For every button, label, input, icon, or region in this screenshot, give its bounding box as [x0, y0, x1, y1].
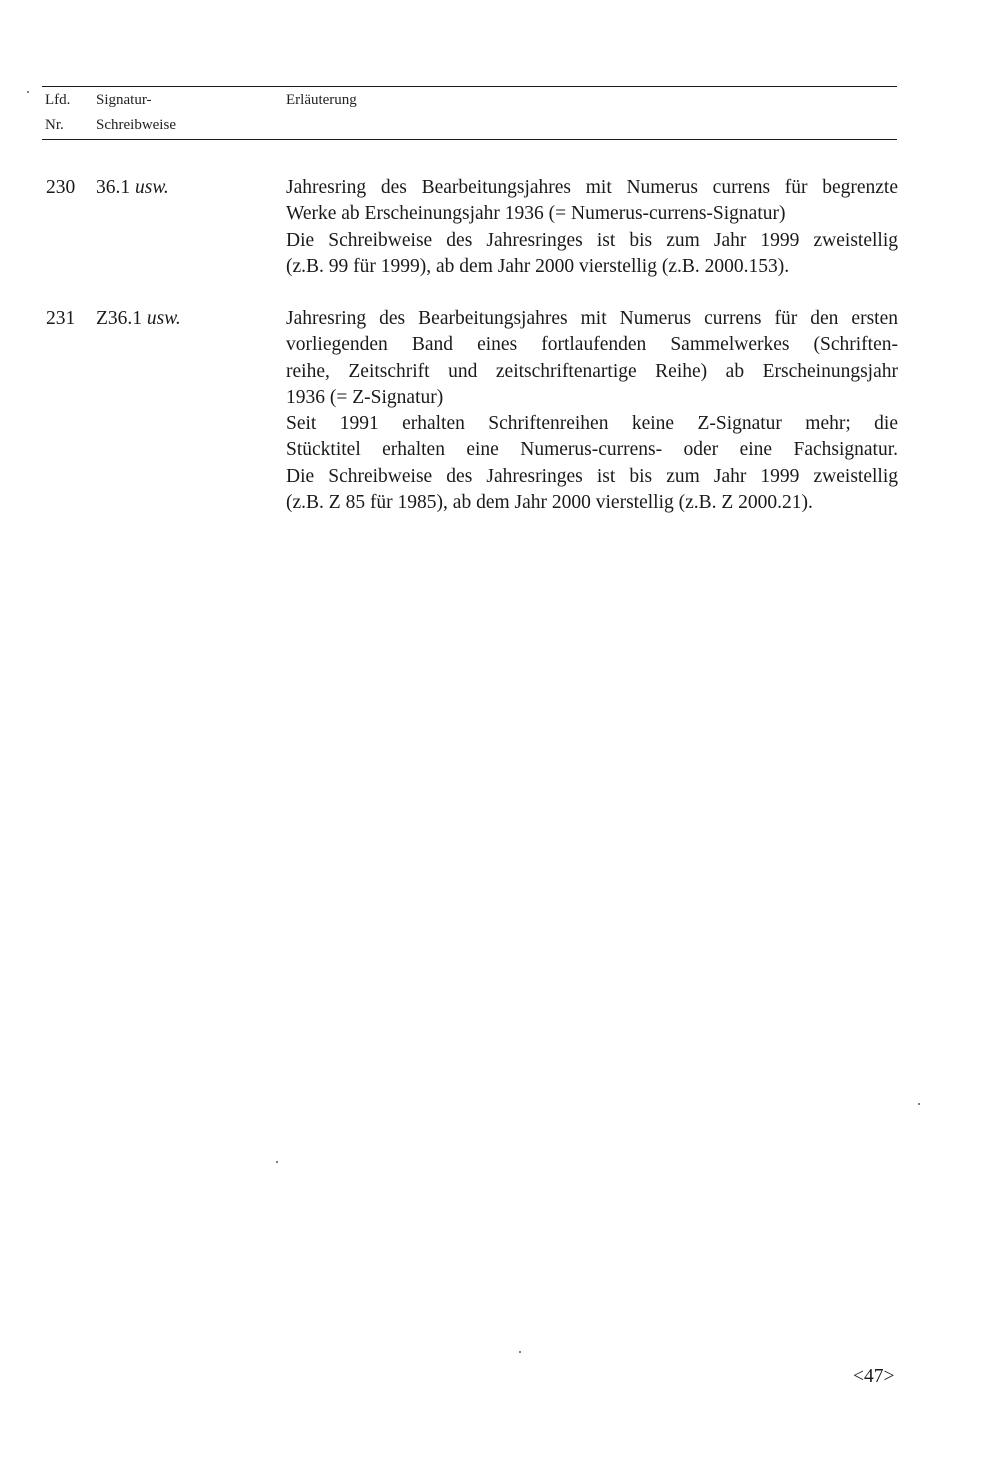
explanation-line: Jahresring des Bearbeitungsjahres mit Numerus currens für begrenzte — [286, 177, 898, 198]
explanation-line: Seit 1991 erhalten Schriftenreihen keine Z-Signatur mehr; die — [286, 413, 898, 435]
signature-value: Z36.1 — [96, 308, 143, 329]
explanation-line: Werke ab Erscheinungsjahr 1936 (= Numerus-currens-Signatur) — [286, 203, 786, 225]
explanation-line: vorliegenden Band eines fortlaufenden Sammelwerkes (Schriften- — [286, 334, 898, 356]
entry-signature — [96, 175, 169, 201]
entry-explanation — [286, 175, 898, 280]
entry-explanation — [286, 306, 898, 516]
header-top-rule — [42, 86, 897, 87]
explanation-line: reihe, Zeitschrift und zeitschriftenartige Reihe) ab Erscheinungsjahr — [286, 360, 898, 382]
column-header-signature — [96, 88, 176, 138]
entry-signature — [96, 306, 181, 332]
explanation-line: Stücktitel erhalten eine Numerus-currens- oder eine Fachsignatur. — [286, 439, 898, 461]
explanation-line: Die Schreibweise des Jahresringes ist bis zum Jahr 1999 zweistellig — [286, 465, 898, 487]
page-number: <47> — [853, 1366, 895, 1387]
column-header-signature-line-1: Signatur- — [96, 92, 152, 108]
column-header-number — [45, 88, 70, 138]
scan-speck — [519, 1351, 521, 1353]
column-header-number-line-2: Nr. — [45, 117, 64, 133]
column-header-explanation-label: Erläuterung — [286, 92, 357, 108]
explanation-line: 1936 (= Z-Signatur) — [286, 386, 444, 408]
signature-value: 36.1 — [96, 177, 131, 198]
column-header-explanation — [286, 88, 357, 113]
header-bottom-rule — [42, 139, 897, 140]
scan-speck — [918, 1103, 920, 1105]
explanation-line: (z.B. Z 85 für 1985), ab dem Jahr 2000 vierstellig (z.B. Z 2000.21). — [286, 492, 813, 514]
explanation-line: Die Schreibweise des Jahresringes ist bis zum Jahr 1999 zweistellig — [286, 229, 898, 251]
entry-number: 231 — [46, 308, 76, 329]
explanation-line: (z.B. 99 für 1999), ab dem Jahr 2000 vierstellig (z.B. 2000.153). — [286, 255, 790, 277]
column-header-signature-line-2: Schreibweise — [96, 117, 176, 133]
entry-number: 230 — [46, 177, 76, 198]
signature-suffix: usw. — [146, 308, 181, 329]
explanation-line: Jahresring des Bearbeitungsjahres mit Numerus currens für den ersten — [286, 308, 898, 329]
scan-speck — [276, 1161, 278, 1163]
signature-suffix: usw. — [135, 177, 169, 198]
column-header-number-line-1: Lfd. — [45, 92, 71, 108]
scan-speck — [27, 91, 29, 93]
